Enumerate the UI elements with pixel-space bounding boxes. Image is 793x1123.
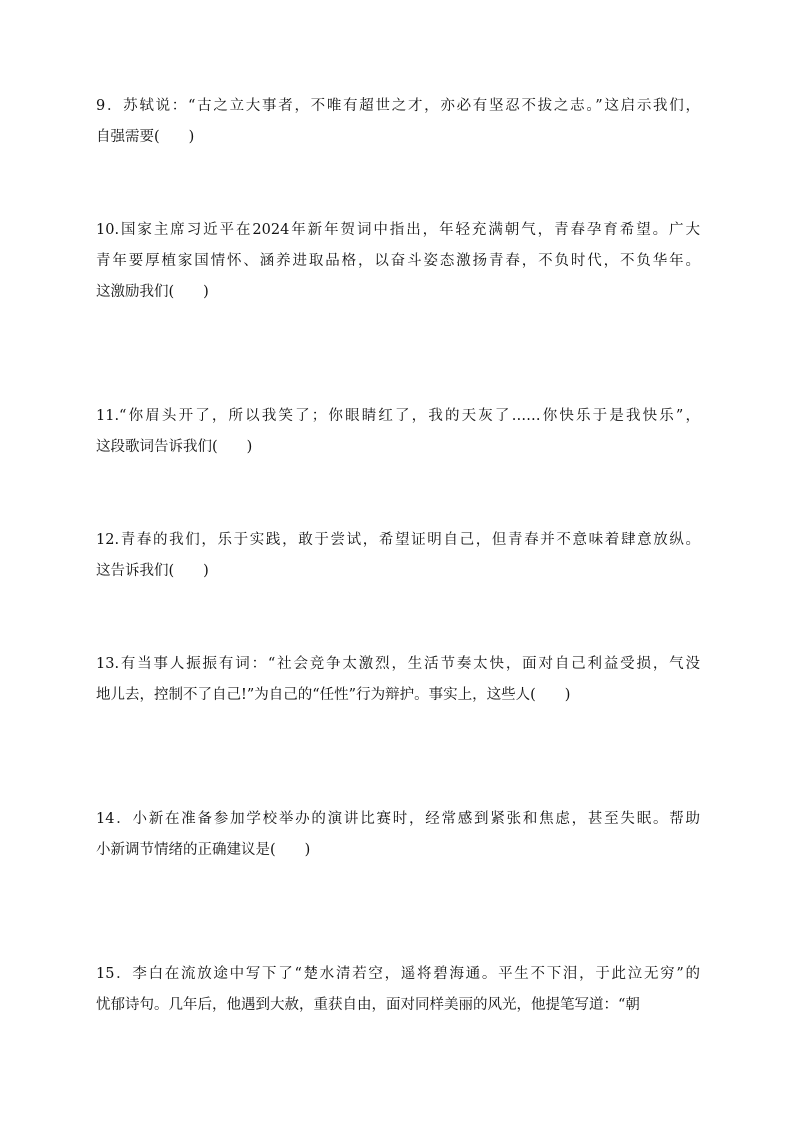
question-stem-line: 13.有当事人振振有词：“社会竞争太激烈，生活节奏太快，面对自己利益受损，气没 — [96, 656, 700, 672]
question-stem-line: 这激励我们( ) — [96, 284, 209, 300]
question-stem-line: 10.国家主席习近平在2024年新年贺词中指出，年轻充满朝气，青春孕育希望。广大 — [96, 222, 700, 238]
question-stem-line: 小新调节情绪的正确建议是( ) — [96, 842, 311, 858]
question-stem-line: 这告诉我们( ) — [96, 563, 209, 579]
question-stem-line: 自强需要( ) — [96, 129, 195, 145]
question-stem-line: 15．李白在流放途中写下了“楚水清若空，遥将碧海通。平生不下泪，于此泣无穷”的 — [96, 966, 700, 982]
question-stem-line: 11.“你眉头开了，所以我笑了；你眼睛红了，我的天灰了……你快乐于是我快乐”， — [96, 408, 700, 424]
question-stem-line: 这段歌词告诉我们( ) — [96, 439, 253, 455]
question-stem-line: 9．苏轼说：“古之立大事者，不唯有超世之才，亦必有坚忍不拔之志。”这启示我们， — [96, 98, 700, 114]
question-stem-line: 忧郁诗句。几年后，他遇到大赦，重获自由，面对同样美丽的风光，他提笔写道：“朝 — [96, 997, 640, 1013]
question-stem-line: 青年要厚植家国情怀、涵养进取品格，以奋斗姿态激扬青春，不负时代，不负华年。 — [96, 253, 700, 269]
question-stem-line: 12.青春的我们，乐于实践，敢于尝试，希望证明自己，但青春并不意味着肆意放纵。 — [96, 532, 700, 548]
question-stem-line: 地儿去，控制不了自己!”为自己的“任性”行为辩护。事实上，这些人( ) — [96, 687, 571, 703]
question-stem-line: 14．小新在准备参加学校举办的演讲比赛时，经常感到紧张和焦虑，甚至失眠。帮助 — [96, 811, 700, 827]
